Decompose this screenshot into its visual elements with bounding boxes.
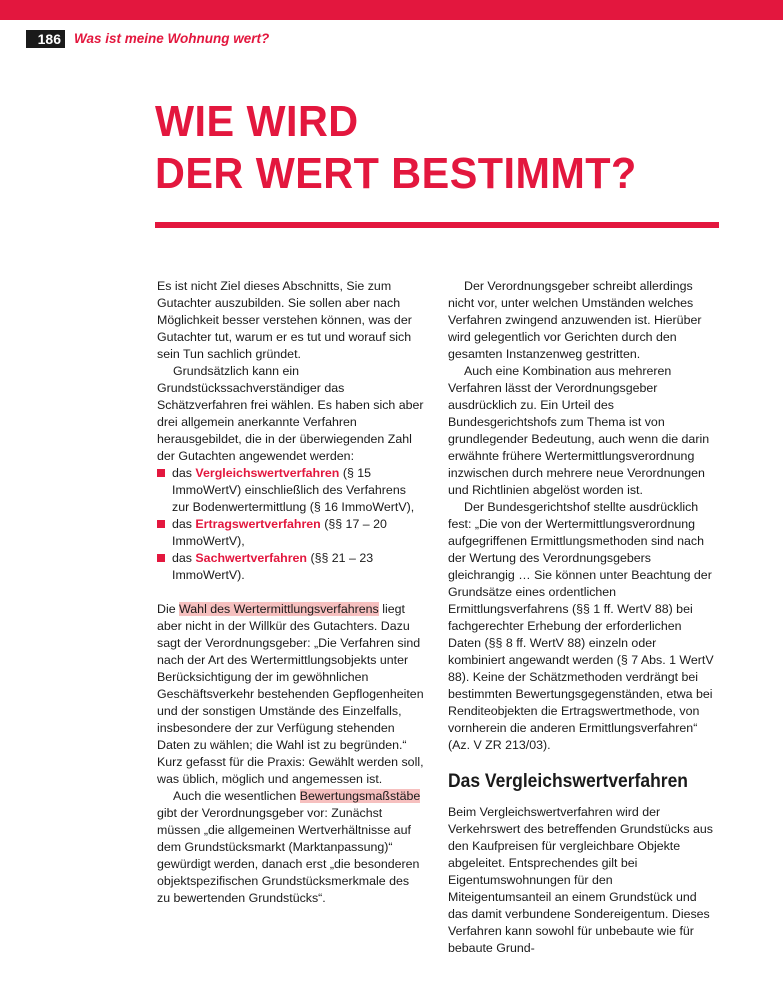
top-accent-bar xyxy=(0,0,783,20)
bullet-square-icon xyxy=(157,469,165,477)
list-item: das Sachwertverfahren (§§ 21 – 23 ImmoWertV). xyxy=(157,550,425,584)
paragraph: Grundsätzlich kann ein Grundstückssachverständiger das Schätzverfahren frei wählen. Es haben sich aber drei allgemein anerkannte Verfahren herausgebildet, die in der überwiegenden Zahl der Gutachten angewendet werden: xyxy=(157,364,424,463)
highlighted-text: Bewertungsmaßstäbe xyxy=(299,789,421,803)
method-list xyxy=(157,465,425,584)
paragraph: Es ist nicht Ziel dieses Abschnitts, Sie zum Gutachter auszubilden. Sie sollen aber nach Möglichkeit besser verstehen können, was der Gutachter tut, warum er es tut und worauf sich sein Tun sachlich gründet. xyxy=(157,279,412,361)
running-header-title: Was ist meine Wohnung wert? xyxy=(74,31,270,46)
method-term: Ertragswertverfahren xyxy=(195,517,321,531)
section-heading: Das Vergleichswertverfahren xyxy=(448,771,688,792)
paragraph: Auch eine Kombination aus mehreren Verfahren lässt der Verordnungsgeber ausdrücklich zu. Ein Urteil des Bundesgerichtshofs zum Thema ist von grundlegender Bedeutung, auch wenn die darin erwähnte frühere Wertermittlungsverordnung inzwischen durch mehrere neue Verordnungen und Richtlinien abgelöst worden ist. xyxy=(448,364,710,497)
bullet-square-icon xyxy=(157,554,165,562)
highlighted-text: Wahl des Wertermittlungsverfahrens xyxy=(179,602,379,616)
list-item: das Ertragswertverfahren (§§ 17 – 20 ImmoWertV), xyxy=(157,516,425,550)
right-column xyxy=(448,278,716,957)
paragraph: Der Verordnungsgeber schreibt allerdings nicht vor, unter welchen Umständen welches Verfahren zwingend anzuwenden ist. Hierüber wird gelegentlich vor Gerichten durch den gesamten Instanzenweg gestritten. xyxy=(448,279,702,361)
method-term: Vergleichswertverfahren xyxy=(195,466,340,480)
left-column xyxy=(157,278,425,907)
chapter-title-line-2: DER WERT BESTIMMT? xyxy=(155,149,637,198)
paragraph: Die Wahl des Wertermittlungsverfahrens liegt aber nicht in der Willkür des Gutachters. Dazu sagt der Verordnungsgeber: „Die Verfahren sind nach der Art des Wertermittlungsobjekts unter Berücksichtigung der im gewöhnlichen Geschäftsverkehr bestehenden Gepflogenheiten und der sonstigen Umstände des Einzelfalls, insbesondere der zur Verfügung stehenden Daten zu wählen; die Wahl ist zu begründen.“ Kurz gefasst für die Praxis: Gewählt werden soll, was üblich, möglich und angemessen ist. xyxy=(157,602,424,786)
paragraph: Der Bundesgerichtshof stellte ausdrücklich fest: „Die von der Wertermittlungsverordnung aufgegriffenen Ermittlungsmethoden sind nach der Wertung des Verordnungsgebers gleichrangig … Sie können unter Beachtung der Grundsätze eines ordentlichen Ermittlungsverfahrens (§§ 1 ff. WertV 88) bei fachgerechter Erhebung der erforderlichen Daten (§§ 8 ff. WertV 88) einzeln oder kombiniert angewandt werden (§ 7 Abs. 1 WertV 88). Keine der Schätzmethoden verdrängt bei bestimmten Bewertungsgegenständen, etwa bei Renditeobjekten die Ertragswertmethode, von vornherein die anderen Ermittlungsverfahren“ (Az. V ZR 213/03). xyxy=(448,500,714,752)
paragraph: Beim Vergleichswertverfahren wird der Verkehrswert des betreffenden Grundstücks aus den Kaufpreisen für vergleichbare Objekte abgeleitet. Entsprechendes gilt bei Eigentumswohnungen für den Miteigentumsanteil an einem Grundstück und das damit verbundene Sondereigentum. Dieses Verfahren kann sowohl für unbebaute wie für bebaute Grund- xyxy=(448,805,713,955)
chapter-title xyxy=(155,96,637,200)
chapter-title-line-1: WIE WIRD xyxy=(155,97,359,146)
title-divider xyxy=(155,222,719,228)
bullet-square-icon xyxy=(157,520,165,528)
page-number: 186 xyxy=(26,30,65,48)
list-item: das Vergleichswertverfahren (§ 15 ImmoWertV) einschließlich des Verfahrens zur Bodenwertermittlung (§ 16 ImmoWertV), xyxy=(157,465,425,516)
paragraph: Auch die wesentlichen Bewertungsmaßstäbe gibt der Verordnungsgeber vor: Zunächst müssen „die allgemeinen Wertverhältnisse auf dem Grundstücksmarkt (Marktanpassung)“ gewürdigt werden, danach erst „die besonderen objektspezifischen Grundstücksmerkmale des zu bewertenden Grundstücks“. xyxy=(157,789,421,905)
method-term: Sachwertverfahren xyxy=(195,551,307,565)
